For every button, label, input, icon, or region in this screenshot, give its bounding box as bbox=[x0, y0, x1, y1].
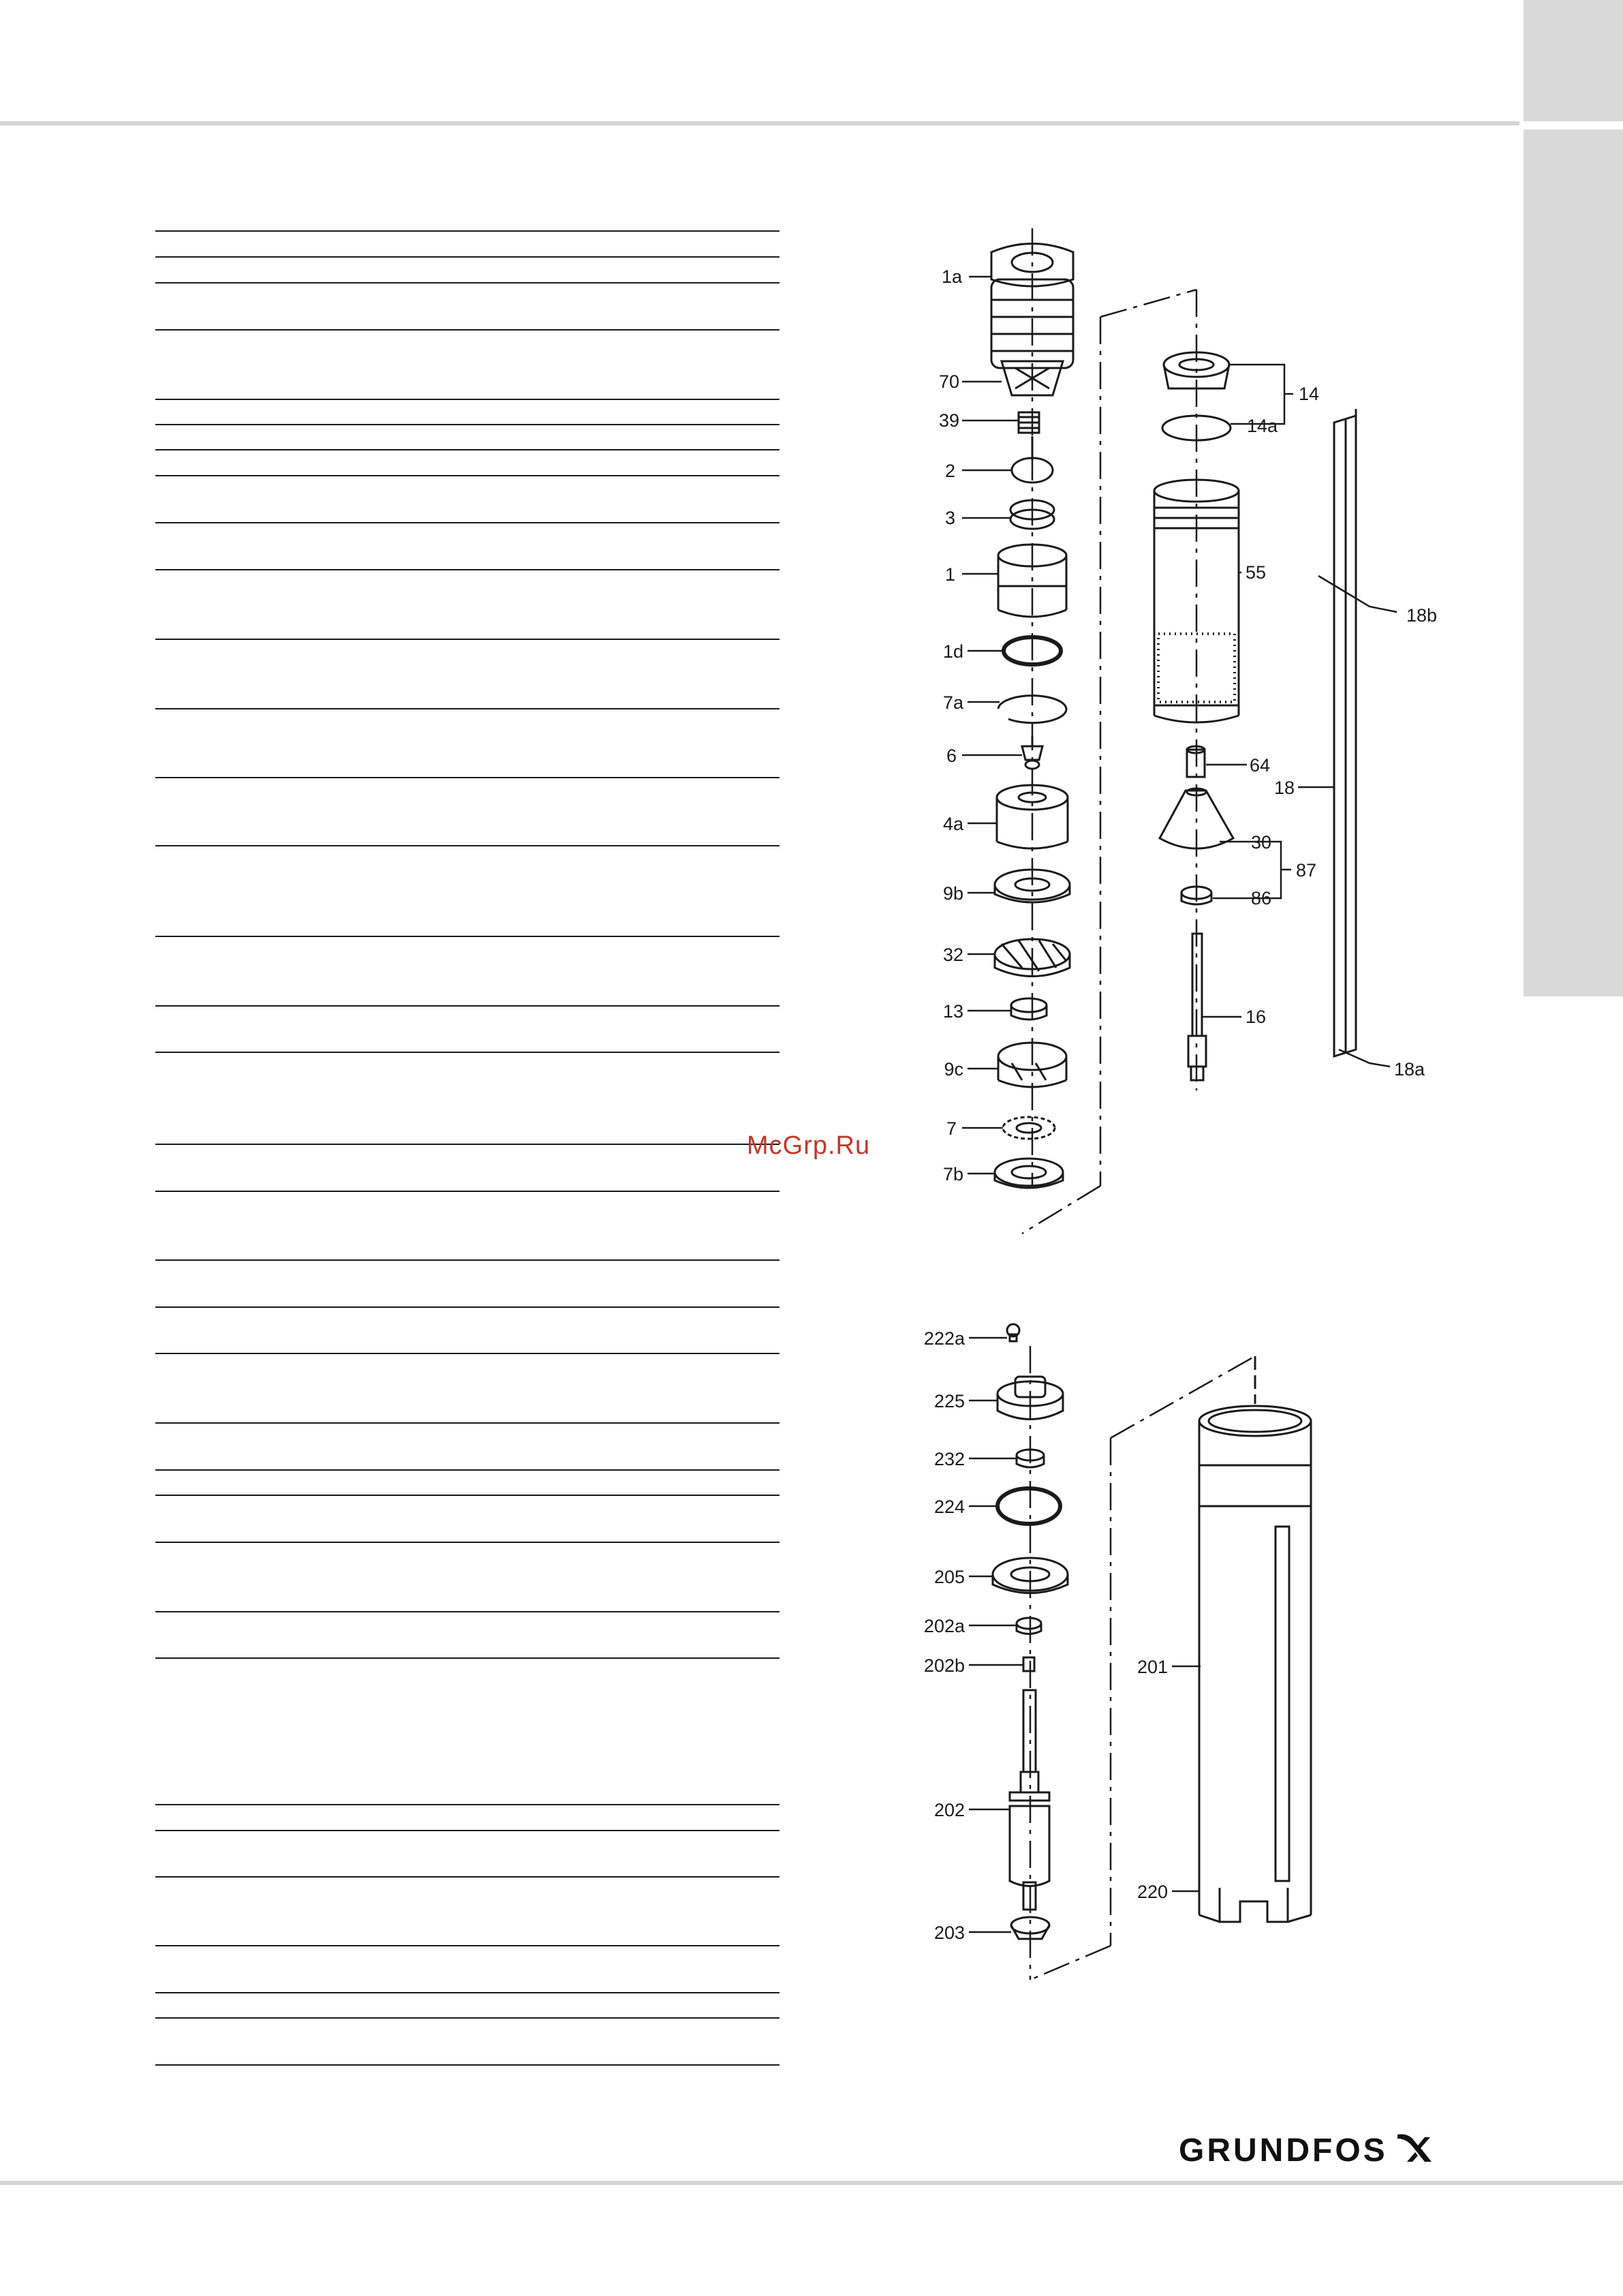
part-label: 4a bbox=[942, 814, 963, 834]
part-label: 1d bbox=[942, 641, 963, 662]
watermark-text: McGrp.Ru bbox=[747, 1131, 871, 1160]
part-label: 14 bbox=[1299, 384, 1320, 404]
part-label: 220 bbox=[1137, 1882, 1168, 1902]
part-1a bbox=[991, 244, 1073, 369]
part-label: 9c bbox=[944, 1059, 963, 1080]
part-label: 7 bbox=[946, 1118, 957, 1139]
grundfos-x-icon bbox=[1393, 2133, 1437, 2167]
part-7b bbox=[995, 1159, 1063, 1188]
part-202b bbox=[1023, 1657, 1034, 1671]
part-label: 7b bbox=[942, 1164, 963, 1184]
part-18 bbox=[1334, 409, 1356, 1056]
part-label: 1a bbox=[941, 266, 962, 287]
brand-logo bbox=[1179, 2130, 1437, 2171]
part-label: 202b bbox=[923, 1655, 965, 1676]
part-label: 202 bbox=[933, 1800, 965, 1820]
part-label: 70 bbox=[938, 371, 959, 392]
part-13 bbox=[1011, 998, 1047, 1020]
part-label: 64 bbox=[1250, 755, 1271, 776]
part-label: 6 bbox=[946, 746, 957, 766]
part-39 bbox=[1019, 412, 1039, 433]
part-224 bbox=[998, 1488, 1060, 1524]
part-label: 201 bbox=[1137, 1657, 1168, 1677]
leader-lines-lower bbox=[969, 1338, 1201, 1932]
part-label: 203 bbox=[933, 1923, 965, 1943]
part-label: 18b bbox=[1406, 605, 1438, 626]
part-label: 39 bbox=[938, 410, 959, 431]
part-202a bbox=[1017, 1618, 1041, 1634]
part-label: 30 bbox=[1251, 832, 1272, 853]
part-label: 1 bbox=[944, 564, 955, 585]
part-label: 13 bbox=[942, 1001, 963, 1022]
part-label: 202a bbox=[923, 1616, 965, 1636]
part-label: 3 bbox=[944, 508, 955, 528]
part-label: 55 bbox=[1246, 562, 1267, 583]
part-label: 18 bbox=[1273, 778, 1295, 798]
brand-name: GRUNDFOS bbox=[1179, 2132, 1388, 2169]
part-label: 224 bbox=[933, 1497, 965, 1517]
part-201 bbox=[1199, 1356, 1311, 1922]
part-222a bbox=[1007, 1324, 1019, 1341]
part-label: 87 bbox=[1296, 860, 1317, 881]
part-label: 14a bbox=[1247, 416, 1278, 436]
part-label: 205 bbox=[933, 1567, 965, 1587]
part-label: 32 bbox=[942, 945, 963, 965]
part-label: 7a bbox=[942, 692, 963, 713]
part-label: 225 bbox=[933, 1391, 965, 1411]
part-label: 232 bbox=[933, 1449, 965, 1469]
part-6 bbox=[1022, 736, 1042, 769]
part-label: 18a bbox=[1394, 1059, 1425, 1080]
axis-line bbox=[1022, 228, 1196, 1234]
part-label: 9b bbox=[942, 883, 963, 904]
part-label: 222a bbox=[923, 1328, 965, 1349]
part-label: 2 bbox=[944, 461, 955, 481]
part-label: 86 bbox=[1251, 888, 1272, 908]
part-label: 16 bbox=[1246, 1007, 1267, 1027]
part-7 bbox=[1003, 1117, 1055, 1139]
leader-lines bbox=[962, 277, 1397, 1174]
